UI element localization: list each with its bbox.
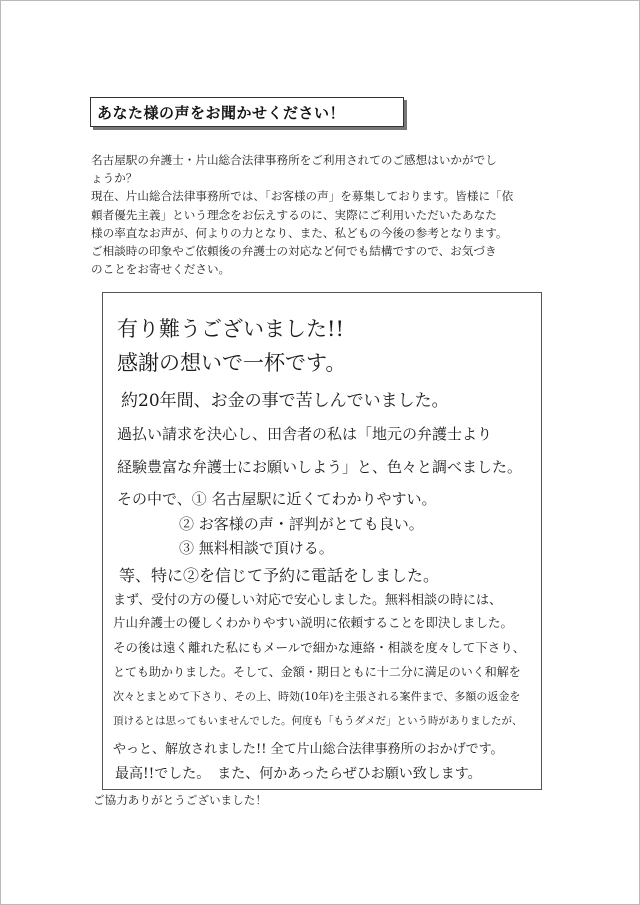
handwritten-line: 有り難うございました!! — [117, 317, 344, 341]
intro-paragraph — [91, 151, 561, 278]
handwritten-line: 等、特に②を信じて予約に電話をしました。 — [119, 566, 440, 585]
handwritten-line: 次々とまとめて下さり、その上、時効(10年)を主張される案件まで、多額の返金を — [113, 690, 521, 703]
handwritten-line: 約20年間、お金の事で苦しんでいました。 — [121, 391, 449, 411]
intro-line: 頼者優先主義」という理念をお伝えするのに、実際にご利用いただいたあなた — [91, 207, 497, 222]
handwritten-line: 片山弁護士の優しくわかりやすい説明に依頼することを即決しました。 — [113, 615, 514, 630]
handwritten-line: やっと、解放されました!! 全て片山総合法律事務所のおかげです。 — [113, 742, 504, 757]
handwritten-line: 頂けるとは思ってもいませんでした。何度も「もうダメだ」という時がありましたが、 — [113, 715, 523, 727]
intro-line: のことをお寄せください。 — [91, 262, 231, 277]
handwritten-line: ③ 無料相談で頂ける。 — [179, 539, 334, 557]
handwritten-line: 感謝の想いで一杯です。 — [117, 351, 347, 375]
thank-you-footer: ご協力ありがとうございました！ — [93, 793, 267, 807]
handwritten-comment-box — [102, 292, 542, 790]
handwritten-line: その後は遠く離れた私にもメールで細かな連絡・相談を度々して下さり、 — [113, 640, 526, 655]
intro-line: 現在、片山総合法律事務所では、「お客様の声」を募集しております。皆様に「依 — [91, 189, 514, 204]
handwritten-line: とても助かりました。そして、金額・期日ともに十二分に満足のいく和解を — [113, 665, 521, 679]
intro-line: ょうか？ — [91, 171, 138, 186]
page-heading: あなた様の声をお聞かせください！ — [90, 97, 404, 127]
intro-line: 様の率直なお声が、何よりの力となり、また、私どもの今後の参考となります。 — [91, 225, 508, 240]
intro-line: ご相談時の印象やご依頼後の弁護士の対応など何でも結構ですので、お気づき — [91, 244, 497, 259]
handwritten-line: 過払い請求を決心し、田舎者の私は「地元の弁護士より — [117, 425, 493, 443]
intro-line: 名古屋駅の弁護士・片山総合法律事務所をご利用されてのご感想はいかがでし — [91, 153, 497, 167]
handwritten-line: ② お客様の声・評判がとても良い。 — [179, 515, 424, 533]
handwritten-line: まず、受付の方の優しい対応で安心しました。無料相談の時には、 — [113, 593, 502, 608]
handwritten-line: 最高!!でした。 また、何かあったらぜひお願い致します。 — [115, 766, 482, 782]
handwritten-line: その中で、① 名古屋駅に近くてわかりやすい。 — [117, 490, 437, 508]
handwritten-line: 経験豊富な弁護士にお願いしよう」と、色々と調べました。 — [117, 458, 523, 476]
